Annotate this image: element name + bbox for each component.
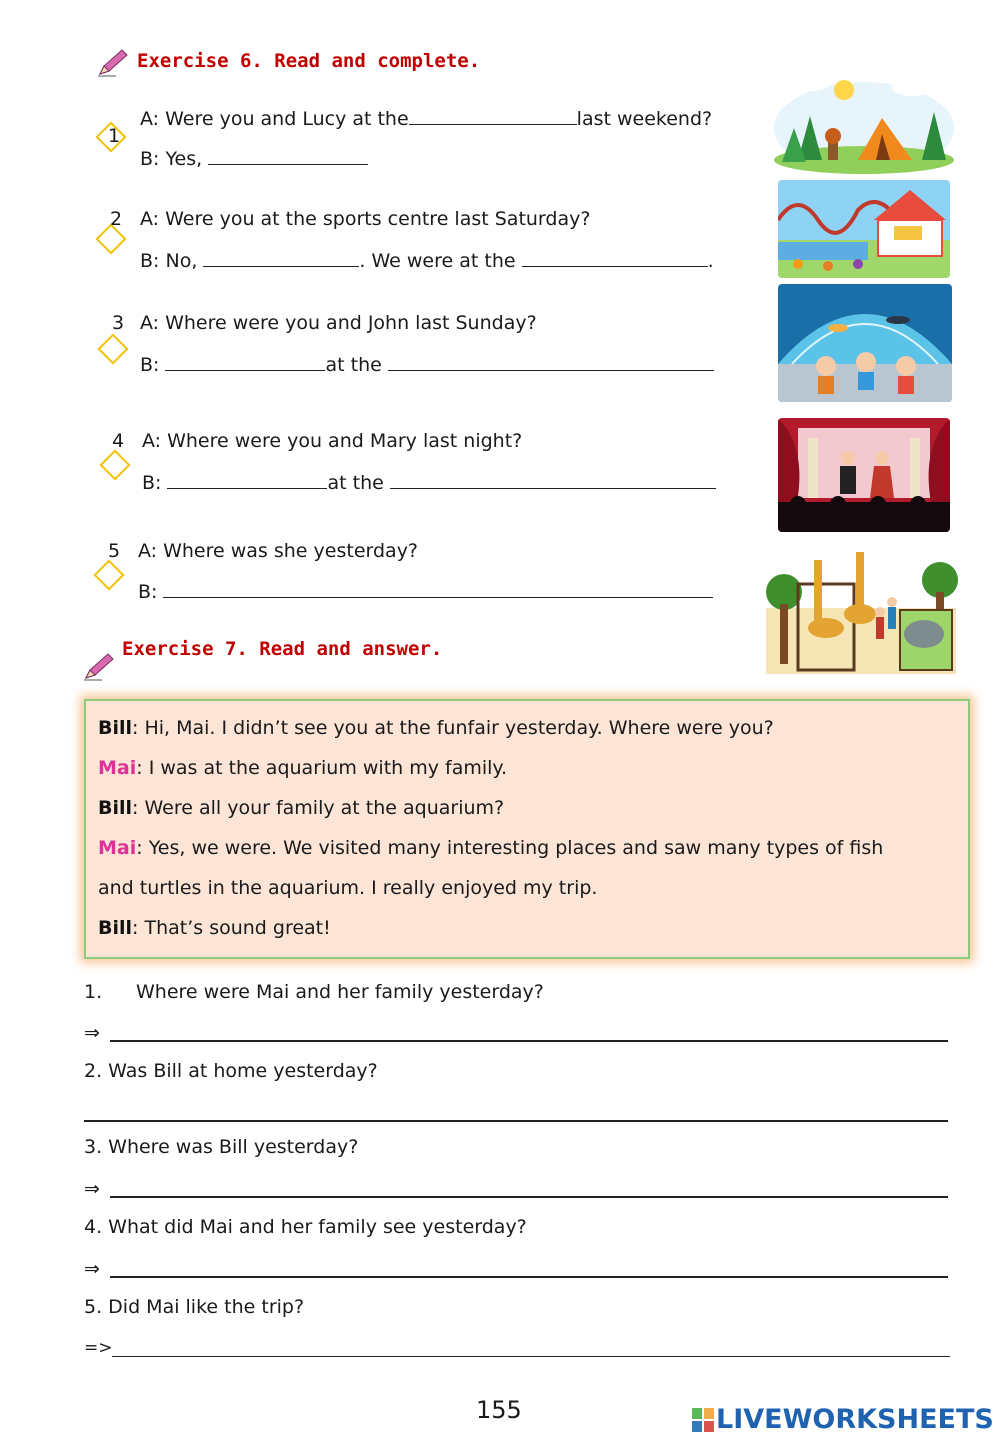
dialog-line (98, 757, 507, 779)
speaker-bill: Bill (98, 917, 133, 939)
camping-picture (772, 68, 956, 176)
speaker-bill: Bill (98, 797, 133, 819)
aquarium-picture (778, 284, 952, 402)
blank-field[interactable] (203, 248, 359, 267)
arrow-icon: ⇒ (84, 1258, 100, 1280)
speaker-bill: Bill (98, 717, 133, 739)
question-number: 1. (84, 981, 103, 1003)
dialog-line (98, 917, 331, 939)
dialog-text: : That’s sound great! (132, 917, 331, 939)
theatre-picture (778, 418, 950, 532)
answer-b-mid: at the (325, 354, 388, 376)
exercise-6-title: Exercise 6. Read and complete. (137, 50, 481, 72)
answer-b-5 (138, 579, 713, 603)
pencil-icon (82, 652, 116, 682)
question-a-2: A: Were you at the sports centre last Saturday? (140, 208, 591, 230)
exercise-7-title: Exercise 7. Read and answer. (122, 638, 443, 660)
arrow-icon: ⇒ (84, 1022, 100, 1044)
answer-b-text: B: (138, 581, 164, 603)
answer-b-4 (142, 470, 716, 494)
answer-b-2 (140, 248, 714, 272)
item-number: 5 (108, 540, 121, 562)
blank-field[interactable] (390, 470, 716, 489)
arrow-icon: ⇒ (84, 1178, 100, 1200)
dialog-line (98, 837, 883, 859)
blank-field[interactable] (167, 470, 327, 489)
answer-line-4[interactable] (110, 1276, 948, 1278)
answer-b-3 (140, 352, 714, 376)
dialog-text: : I was at the aquarium with my family. (136, 757, 507, 779)
question-2: 2. Was Bill at home yesterday? (84, 1060, 378, 1082)
blank-field[interactable] (388, 352, 714, 371)
question-a-3: A: Where were you and John last Sunday? (140, 312, 537, 334)
blank-field[interactable] (165, 352, 325, 371)
answer-b-text: B: Yes, (140, 148, 209, 170)
dialog-text: and turtles in the aquarium. I really enjoyed my trip. (98, 877, 598, 899)
question-a-text: A: Were you and Lucy at the (140, 108, 409, 130)
answer-line-3[interactable] (110, 1196, 948, 1198)
blank-field[interactable] (522, 248, 708, 267)
speaker-mai: Mai (98, 837, 137, 859)
dialog-box (84, 699, 970, 959)
item-number: 3 (112, 312, 125, 334)
answer-diamond-4[interactable] (99, 449, 130, 480)
dialog-line (98, 877, 597, 899)
dialog-text: : Were all your family at the aquarium? (132, 797, 505, 819)
pencil-icon (96, 48, 130, 78)
answer-b-end: . (707, 250, 714, 272)
blank-field[interactable] (208, 146, 368, 165)
answer-line-1[interactable] (110, 1040, 948, 1042)
dialog-line (98, 797, 504, 819)
item-number: 4 (112, 430, 125, 452)
question-3: 3. Where was Bill yesterday? (84, 1136, 359, 1158)
question-4: 4. What did Mai and her family see yesterday? (84, 1216, 527, 1238)
dialog-text: : Hi, Mai. I didn’t see you at the funfair yesterday. Where were you? (132, 717, 774, 739)
answer-line-5[interactable] (112, 1356, 950, 1357)
brand-name[interactable]: LIVEWORKSHEETS (716, 1404, 994, 1435)
question-5: 5. Did Mai like the trip? (84, 1296, 305, 1318)
item-number: 1 (108, 125, 121, 147)
answer-b-mid: at the (327, 472, 390, 494)
item-number: 2 (110, 208, 123, 230)
answer-b-mid: . We were at the (359, 250, 522, 272)
answer-b-1 (140, 146, 368, 170)
blank-field[interactable] (409, 106, 577, 125)
question-a-1 (140, 106, 712, 130)
question-a-5: A: Where was she yesterday? (138, 540, 419, 562)
answer-b-text: B: No, (140, 250, 204, 272)
answer-diamond-5[interactable] (93, 559, 124, 590)
arrow-text: => (84, 1338, 113, 1358)
answer-b-text: B: (142, 472, 168, 494)
dialog-line (98, 717, 774, 739)
question-a-4: A: Where were you and Mary last night? (142, 430, 523, 452)
answer-b-text: B: (140, 354, 166, 376)
zoo-picture (762, 544, 960, 676)
answer-line-2[interactable] (84, 1120, 948, 1122)
liveworksheets-logo-icon (692, 1408, 714, 1432)
dialog-text: : Yes, we were. We visited many interesting places and saw many types of fish (136, 837, 884, 859)
speaker-mai: Mai (98, 757, 137, 779)
answer-diamond-3[interactable] (97, 333, 128, 364)
question-1: Where were Mai and her family yesterday? (136, 981, 544, 1003)
funfair-picture (778, 180, 950, 278)
question-a-text-end: last weekend? (576, 108, 713, 130)
page-number: 155 (476, 1396, 522, 1424)
blank-field[interactable] (163, 579, 713, 598)
